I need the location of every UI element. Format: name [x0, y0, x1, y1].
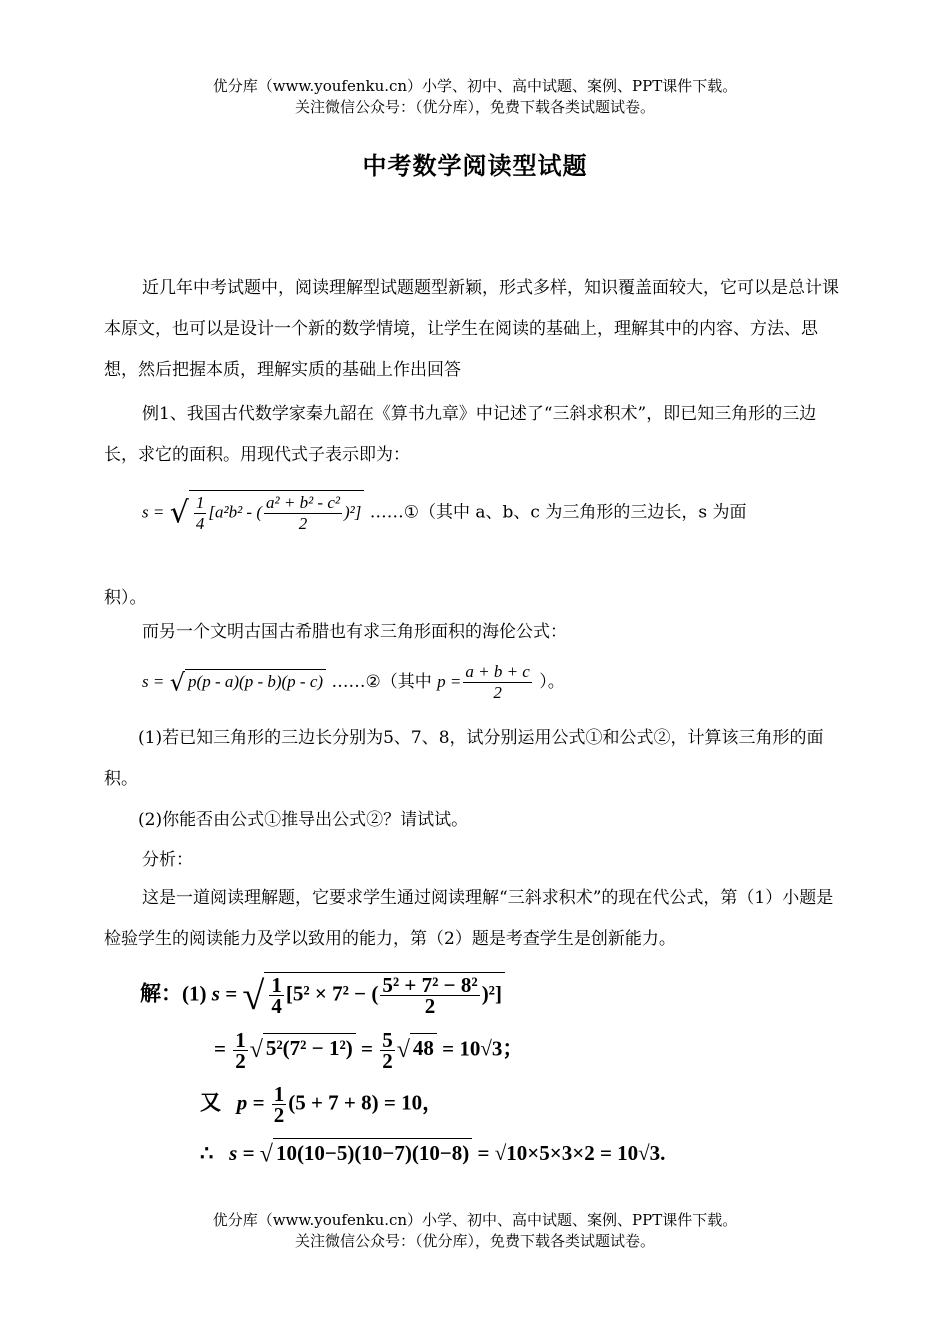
radical-sign-icon: √ [396, 1037, 410, 1063]
analysis-paragraph: 这是一道阅读理解题，它要求学生通过阅读理解“三斜求积术”的现在代公式，第（1）小题是检验学生的阅读能力及学以致用的能力，第（2）题是考查学生是创新能力。 [104, 888, 834, 949]
formula-1-inner-num: a² + b² - c² [266, 493, 340, 512]
document-title: 中考数学阅读型试题 [362, 152, 588, 180]
formula-1-inner-den: 2 [298, 514, 308, 533]
solution-line-3: 又 p = $\frac{1}{2}$ (5 + 7 + 8) = 10， [200, 1082, 444, 1127]
solution-line-4: ∴ s = √ 10(10−5)(10−7)(10−8) = √10×5×3×2 = 10√3. [200, 1138, 665, 1169]
heron-intro: 而另一个文明古国古希腊也有求三角形面积的海伦公式： [142, 622, 567, 642]
formula-1-inner-close: )²] [343, 502, 362, 522]
radical-sign-icon: √ [169, 668, 186, 697]
solution-line-1: 解：(1) s = √ $\frac{1}{4}$ [5² × 7² − ( $\frac{\text{5² + 7² − 8²}}{2}$ )²] [140, 972, 505, 1019]
formula-1 [142, 490, 746, 534]
formula-2-p-num: a + b + c [465, 662, 530, 681]
radical-sign-icon: √ [249, 1037, 263, 1063]
header-line-2: 关注微信公众号：（优分库），免费下载各类试题试卷。 [294, 98, 655, 116]
footer-line-2: 关注微信公众号：（优分库），免费下载各类试题试卷。 [294, 1232, 655, 1250]
formula-1-note: ……①（其中 a、b、c 为三角形的三边长，s 为面 [369, 502, 747, 523]
solution-line-2: = $\frac{1}{2}$ √ 5²(7² − 1²) = $\frac{5}{2}$ √ 48 = 10√3； [214, 1028, 524, 1073]
formula-2-lhs: s = [142, 672, 165, 691]
header-line-1: 优分库（www.youfenku.cn）小学、初中、高中试题、案例、PPT课件下载。 [212, 77, 738, 95]
question-1: (1)若已知三角形的三边长分别为5、7、8，试分别运用公式①和公式②，计算该三角形的面积。 [104, 728, 824, 789]
intro-paragraph: 近几年中考试题中，阅读理解型试题题型新颖，形式多样，知识覆盖面较大，它可以是总计课本原文，也可以是设计一个新的数学情境，让学生在阅读的基础上，理解其中的内容、方法、思想，然后把握本质，理解实质的基础上作出回答 [104, 278, 839, 380]
formula-2-radicand: p(p - a)(p - b)(p - c) [185, 669, 326, 692]
solution-label: 解：(1) [140, 981, 207, 1006]
page-header [0, 76, 950, 118]
formula-1-lhs: s = [142, 502, 165, 522]
formula-1-quarter-num: 1 [195, 493, 205, 512]
formula-1-inner-a: [a²b² - ( [208, 502, 263, 522]
example-paragraph: 例1、我国古代数学家秦九韶在《算书九章》中记述了“三斜求积术”，即已知三角形的三边长，求它的面积。用现代式子表示即为： [104, 404, 817, 465]
formula-2-p-den: 2 [493, 683, 502, 702]
formula-2 [142, 662, 565, 703]
formula-1-radicand [189, 490, 364, 534]
formula-2-p-lhs: p = [437, 672, 462, 691]
question-2: (2)你能否由公式①推导出公式②？请试试。 [138, 810, 469, 830]
formula-1-quarter-den: 4 [195, 514, 205, 533]
page-footer [0, 1210, 950, 1252]
analysis-label: 分析： [142, 850, 193, 870]
formula-1-note-cont: 积）。 [104, 588, 147, 608]
radical-sign-icon: √ [259, 1141, 273, 1168]
radical-sign-icon: √ [242, 973, 265, 1018]
footer-line-1: 优分库（www.youfenku.cn）小学、初中、高中试题、案例、PPT课件下载。 [212, 1211, 738, 1229]
formula-2-mid: ……②（其中 [331, 672, 432, 692]
formula-2-end: ）。 [539, 672, 565, 692]
radical-sign-icon: √ [169, 495, 189, 531]
